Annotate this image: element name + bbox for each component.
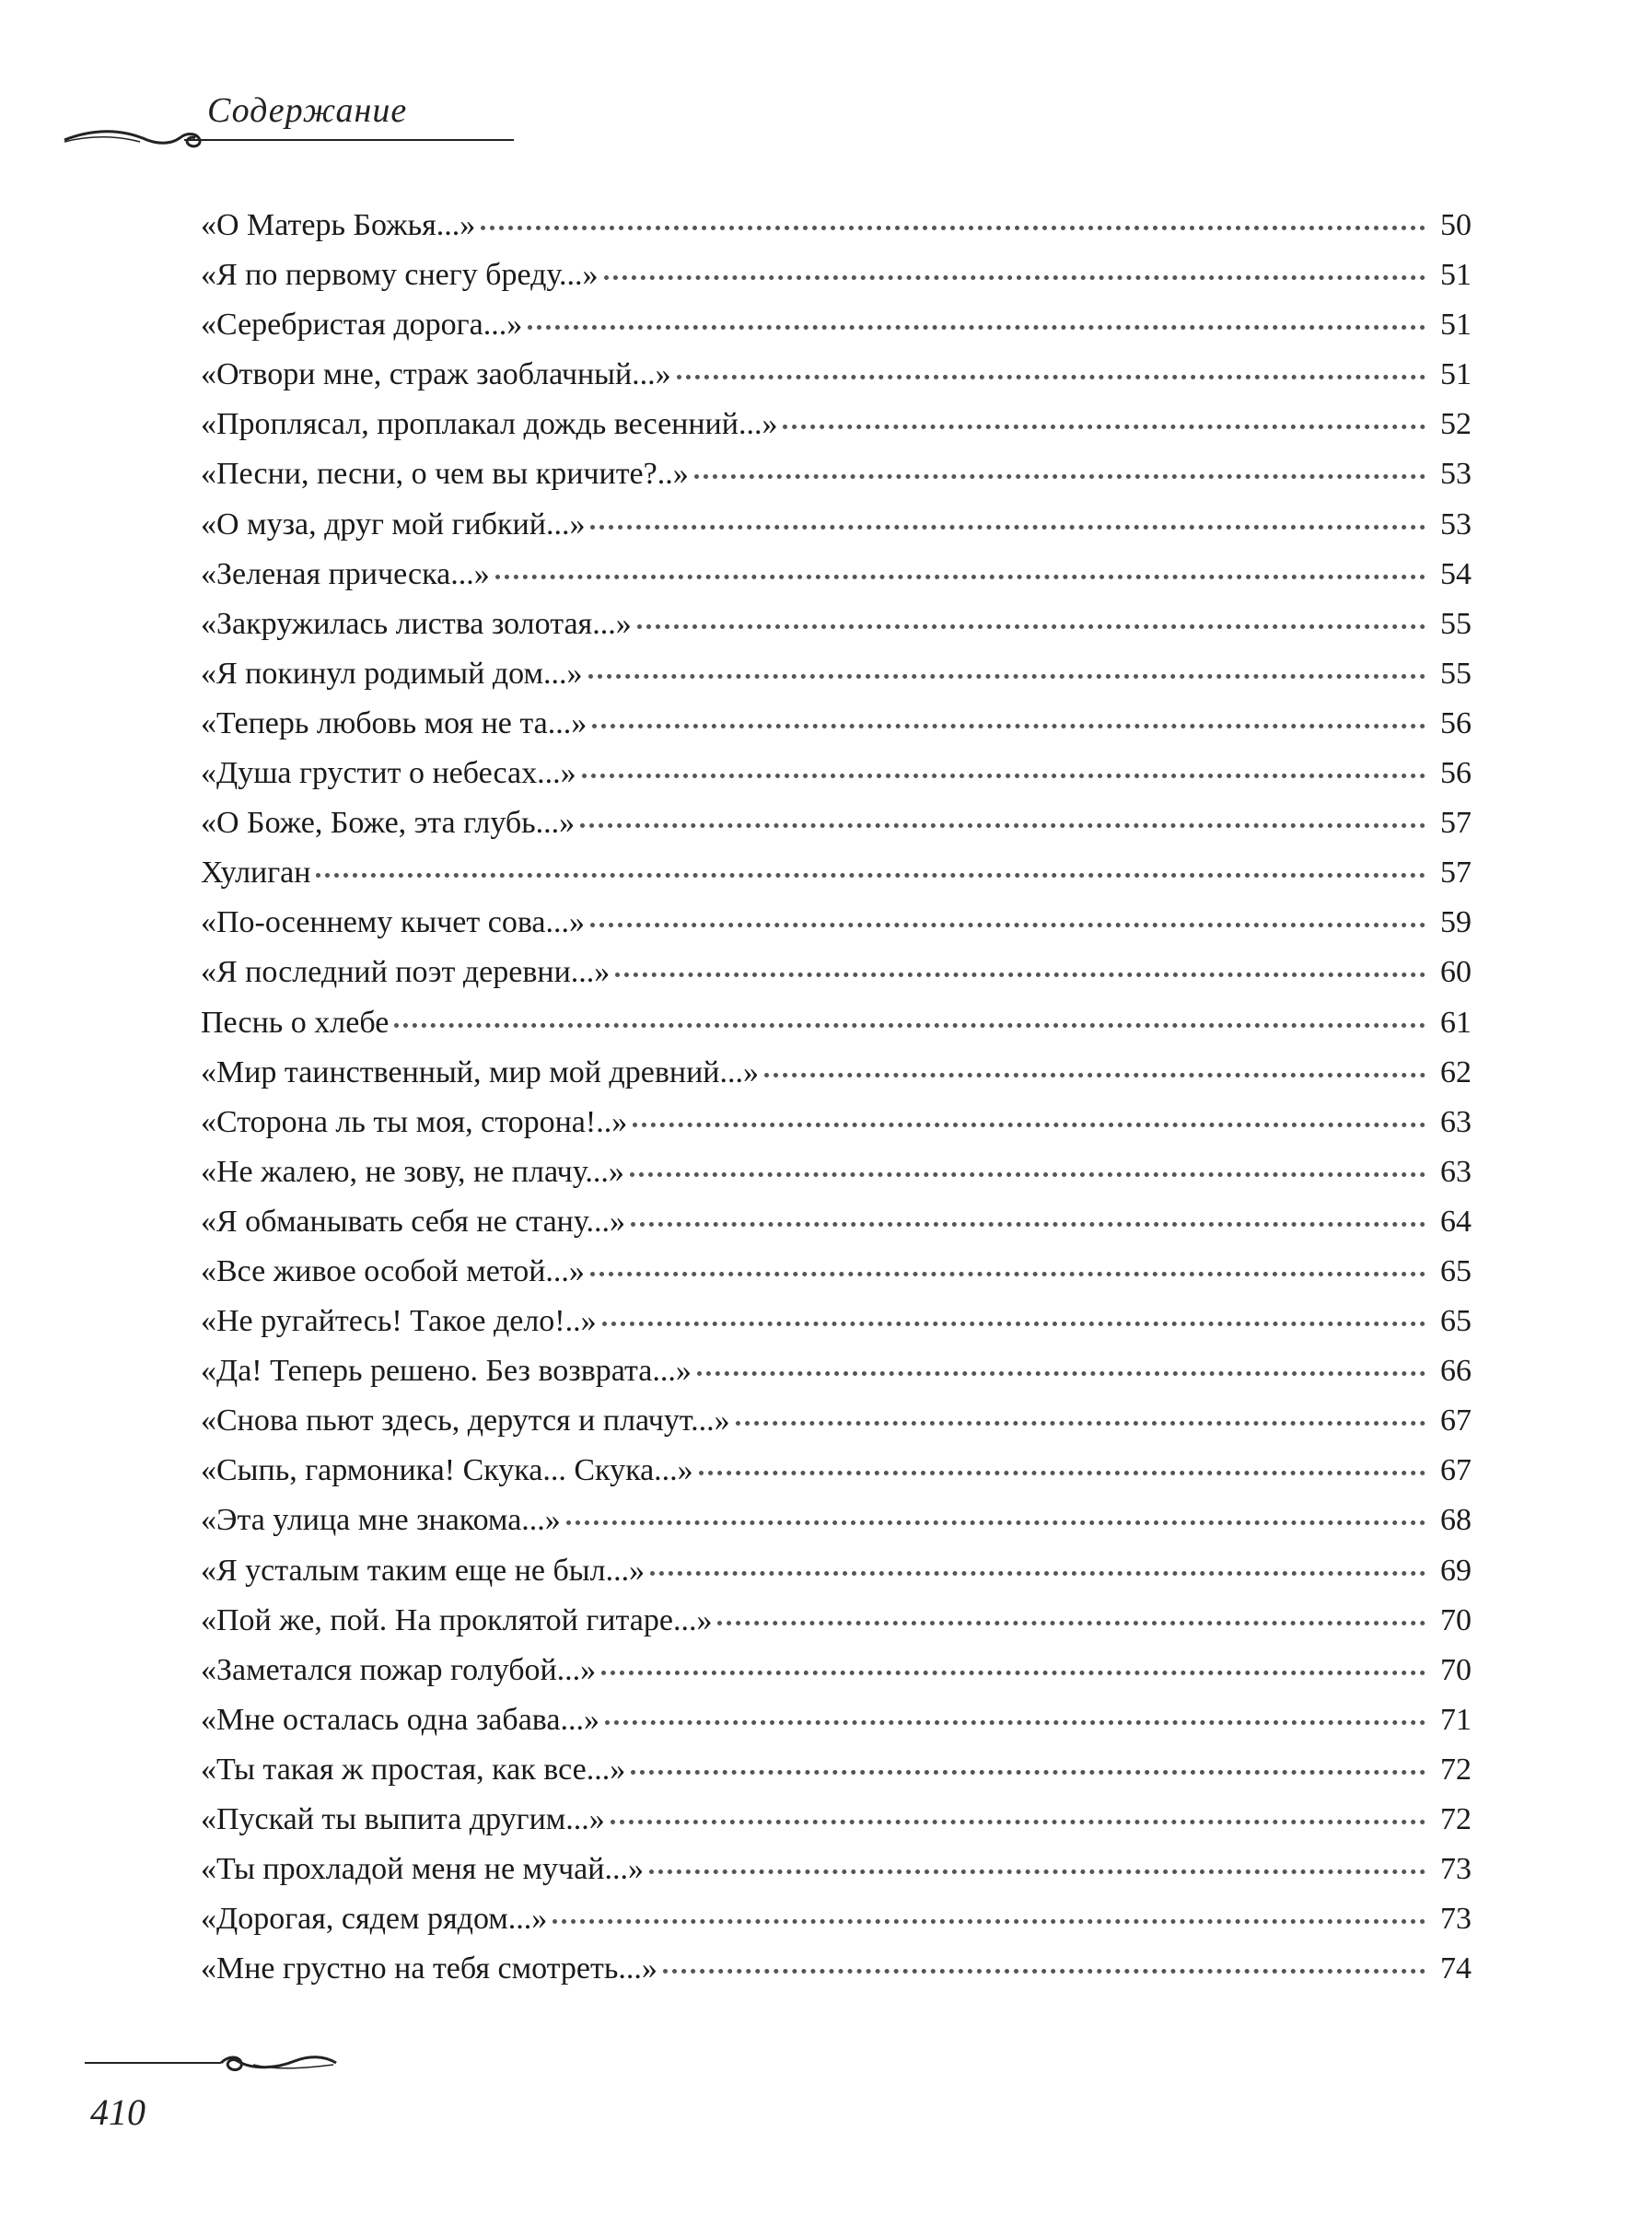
toc-entry-title: «Зеленая прическа...» — [201, 556, 490, 591]
dot-leader — [481, 224, 1425, 230]
toc-entry — [201, 1247, 1472, 1297]
dot-leader — [631, 1220, 1425, 1227]
toc-entry-page: 66 — [1440, 1354, 1472, 1389]
toc-entry — [201, 1596, 1472, 1646]
dot-leader — [394, 1021, 1425, 1028]
toc-entry — [201, 1297, 1472, 1346]
toc-entry-page: 67 — [1440, 1404, 1472, 1438]
toc-entry-title: «Ты прохладой меня не мучай...» — [201, 1852, 644, 1887]
toc-entry-title: «Мне грустно на тебя смотреть...» — [201, 1951, 657, 1986]
toc-entry-page: 67 — [1440, 1453, 1472, 1488]
toc-entry-title: «Песни, песни, о чем вы кричите?..» — [201, 457, 689, 492]
dot-leader — [582, 772, 1425, 778]
toc-entry-page: 71 — [1440, 1702, 1472, 1737]
toc-entry — [201, 848, 1472, 898]
toc-entry-page: 51 — [1440, 357, 1472, 392]
toc-entry-page: 73 — [1440, 1902, 1472, 1937]
dot-leader — [604, 274, 1425, 280]
toc-entry — [201, 948, 1472, 997]
toc-entry — [201, 1845, 1472, 1894]
toc-entry-title: «Дорогая, сядем рядом...» — [201, 1902, 548, 1937]
dot-leader — [736, 1419, 1425, 1426]
toc-entry-page: 53 — [1440, 457, 1472, 492]
toc-entry — [201, 1346, 1472, 1396]
dot-leader — [764, 1071, 1425, 1077]
toc-entry — [201, 300, 1472, 350]
toc-entry-title: «Мне осталась одна забава...» — [201, 1702, 599, 1737]
toc-entry-title: «Я усталым таким еще не был...» — [201, 1553, 646, 1588]
running-header-title: Содержание — [207, 91, 408, 130]
toc-entry-title: «Ты такая ж простая, как все...» — [201, 1752, 626, 1787]
dot-leader — [601, 1669, 1425, 1675]
flourish-ornament-icon — [83, 2043, 341, 2079]
toc-entry-title: «Сыпь, гармоника! Скука... Скука...» — [201, 1453, 693, 1488]
toc-entry — [201, 1795, 1472, 1845]
dot-leader — [633, 1121, 1425, 1127]
toc-entry-page: 63 — [1440, 1104, 1472, 1139]
toc-entry-title: Хулиган — [201, 856, 311, 891]
toc-entry — [201, 699, 1472, 749]
toc-entry-page: 61 — [1440, 1005, 1472, 1040]
dot-leader — [717, 1619, 1425, 1625]
toc-entry-page: 70 — [1440, 1652, 1472, 1687]
toc-entry-page: 60 — [1440, 955, 1472, 990]
toc-entry-page: 73 — [1440, 1852, 1472, 1887]
toc-entry-page: 62 — [1440, 1054, 1472, 1089]
toc-entry-title: «Все живое особой метой...» — [201, 1253, 585, 1288]
toc-entry-title: «По-осеннему кычет сова...» — [201, 905, 586, 940]
toc-entry-title: «Закружилась листва золотая...» — [201, 606, 632, 641]
table-of-contents — [201, 201, 1472, 1994]
toc-entry-title: «Теперь любовь моя не та...» — [201, 705, 588, 740]
toc-entry-title: «Сторона ль ты моя, сторона!..» — [201, 1104, 628, 1139]
toc-entry-page: 72 — [1440, 1752, 1472, 1787]
dot-leader — [592, 722, 1425, 728]
page-number: 410 — [90, 2091, 145, 2133]
toc-entry-title: «Не жалею, не зову, не плачу...» — [201, 1154, 624, 1189]
toc-entry — [201, 350, 1472, 400]
dot-leader — [650, 1569, 1425, 1576]
toc-entry — [201, 749, 1472, 798]
toc-entry-page: 74 — [1440, 1951, 1472, 1986]
toc-entry — [201, 550, 1472, 600]
dot-leader — [553, 1917, 1425, 1924]
toc-entry-page: 57 — [1440, 806, 1472, 841]
dot-leader — [590, 1270, 1425, 1276]
toc-entry — [201, 1745, 1472, 1795]
dot-leader — [528, 323, 1425, 330]
toc-entry-page: 70 — [1440, 1602, 1472, 1637]
dot-leader — [495, 573, 1425, 579]
toc-entry-title: «Проплясал, проплакал дождь весенний...» — [201, 407, 778, 442]
dot-leader — [566, 1519, 1425, 1525]
toc-entry-page: 72 — [1440, 1802, 1472, 1836]
toc-entry-title: «Я последний поэт деревни...» — [201, 955, 611, 990]
toc-entry-page: 65 — [1440, 1304, 1472, 1339]
dot-leader — [694, 472, 1425, 479]
toc-entry-page: 55 — [1440, 606, 1472, 641]
dot-leader — [699, 1469, 1425, 1475]
toc-entry-title: «Не ругайтесь! Такое дело!..» — [201, 1304, 597, 1339]
toc-entry-page: 55 — [1440, 656, 1472, 691]
dot-leader — [580, 821, 1425, 828]
toc-entry — [201, 1098, 1472, 1147]
toc-entry — [201, 1646, 1472, 1695]
toc-entry-page: 69 — [1440, 1553, 1472, 1588]
toc-entry-title: «О Матерь Божья...» — [201, 208, 476, 242]
toc-entry-title: «Отвори мне, страж заоблачный...» — [201, 357, 671, 392]
toc-entry-page: 51 — [1440, 308, 1472, 343]
dot-leader — [677, 373, 1425, 379]
toc-entry-page: 63 — [1440, 1154, 1472, 1189]
toc-entry-title: «Эта улица мне знакома...» — [201, 1503, 561, 1538]
dot-leader — [605, 1718, 1425, 1725]
dot-leader — [590, 921, 1425, 927]
toc-entry-title: «О муза, друг мой гибкий...» — [201, 507, 586, 542]
toc-entry-page: 51 — [1440, 258, 1472, 293]
dot-leader — [316, 871, 1425, 878]
toc-entry — [201, 798, 1472, 848]
toc-entry-page: 53 — [1440, 507, 1472, 542]
toc-entry-title: «Да! Теперь решено. Без возврата...» — [201, 1354, 692, 1389]
toc-entry-title: Песнь о хлебе — [201, 1005, 390, 1040]
toc-entry — [201, 600, 1472, 649]
toc-entry-title: «Заметался пожар голубой...» — [201, 1652, 597, 1687]
toc-entry-title: «Я обманывать себя не стану...» — [201, 1204, 625, 1239]
dot-leader — [697, 1369, 1425, 1376]
dot-leader — [615, 971, 1425, 977]
toc-entry — [201, 1147, 1472, 1197]
flourish-ornament-icon — [55, 120, 516, 157]
running-header — [55, 83, 516, 157]
toc-entry-title: «Душа грустит о небесах...» — [201, 756, 576, 791]
toc-entry-page: 59 — [1440, 905, 1472, 940]
toc-entry-title: «Пой же, пой. На проклятой гитаре...» — [201, 1602, 713, 1637]
toc-entry — [201, 201, 1472, 250]
toc-entry — [201, 449, 1472, 499]
toc-entry-page: 65 — [1440, 1253, 1472, 1288]
dot-leader — [637, 623, 1425, 629]
toc-entry — [201, 400, 1472, 449]
toc-entry — [201, 1396, 1472, 1446]
toc-entry-page: 64 — [1440, 1204, 1472, 1239]
toc-entry-page: 68 — [1440, 1503, 1472, 1538]
toc-entry — [201, 1197, 1472, 1247]
toc-entry — [201, 1446, 1472, 1496]
dot-leader — [602, 1320, 1425, 1326]
toc-entry-title: «Я по первому снегу бреду...» — [201, 258, 599, 293]
dot-leader — [663, 1967, 1425, 1974]
dot-leader — [588, 672, 1426, 679]
toc-entry-title: «О Боже, Боже, эта глубь...» — [201, 806, 576, 841]
toc-entry — [201, 998, 1472, 1048]
toc-entry — [201, 250, 1472, 300]
toc-entry — [201, 1695, 1472, 1745]
toc-entry — [201, 1546, 1472, 1596]
toc-entry-page: 56 — [1440, 705, 1472, 740]
toc-entry-page: 52 — [1440, 407, 1472, 442]
toc-entry-title: «Серебристая дорога...» — [201, 308, 523, 343]
dot-leader — [611, 1818, 1425, 1824]
dot-leader — [649, 1868, 1425, 1874]
dot-leader — [631, 1768, 1425, 1775]
toc-entry-title: «Снова пьют здесь, дерутся и плачут...» — [201, 1404, 730, 1438]
toc-entry — [201, 500, 1472, 550]
toc-entry — [201, 1894, 1472, 1944]
toc-entry-title: «Я покинул родимый дом...» — [201, 656, 583, 691]
dot-leader — [590, 523, 1425, 530]
toc-entry — [201, 898, 1472, 948]
dot-leader — [630, 1171, 1425, 1177]
toc-entry-title: «Мир таинственный, мир мой древний...» — [201, 1054, 759, 1089]
toc-entry-page: 56 — [1440, 756, 1472, 791]
toc-entry — [201, 649, 1472, 699]
toc-entry-page: 54 — [1440, 556, 1472, 591]
toc-entry — [201, 1496, 1472, 1545]
toc-entry — [201, 1944, 1472, 1994]
toc-entry — [201, 1048, 1472, 1098]
toc-entry-page: 57 — [1440, 856, 1472, 891]
dot-leader — [783, 423, 1425, 429]
toc-entry-page: 50 — [1440, 208, 1472, 242]
toc-entry-title: «Пускай ты выпита другим...» — [201, 1802, 605, 1836]
